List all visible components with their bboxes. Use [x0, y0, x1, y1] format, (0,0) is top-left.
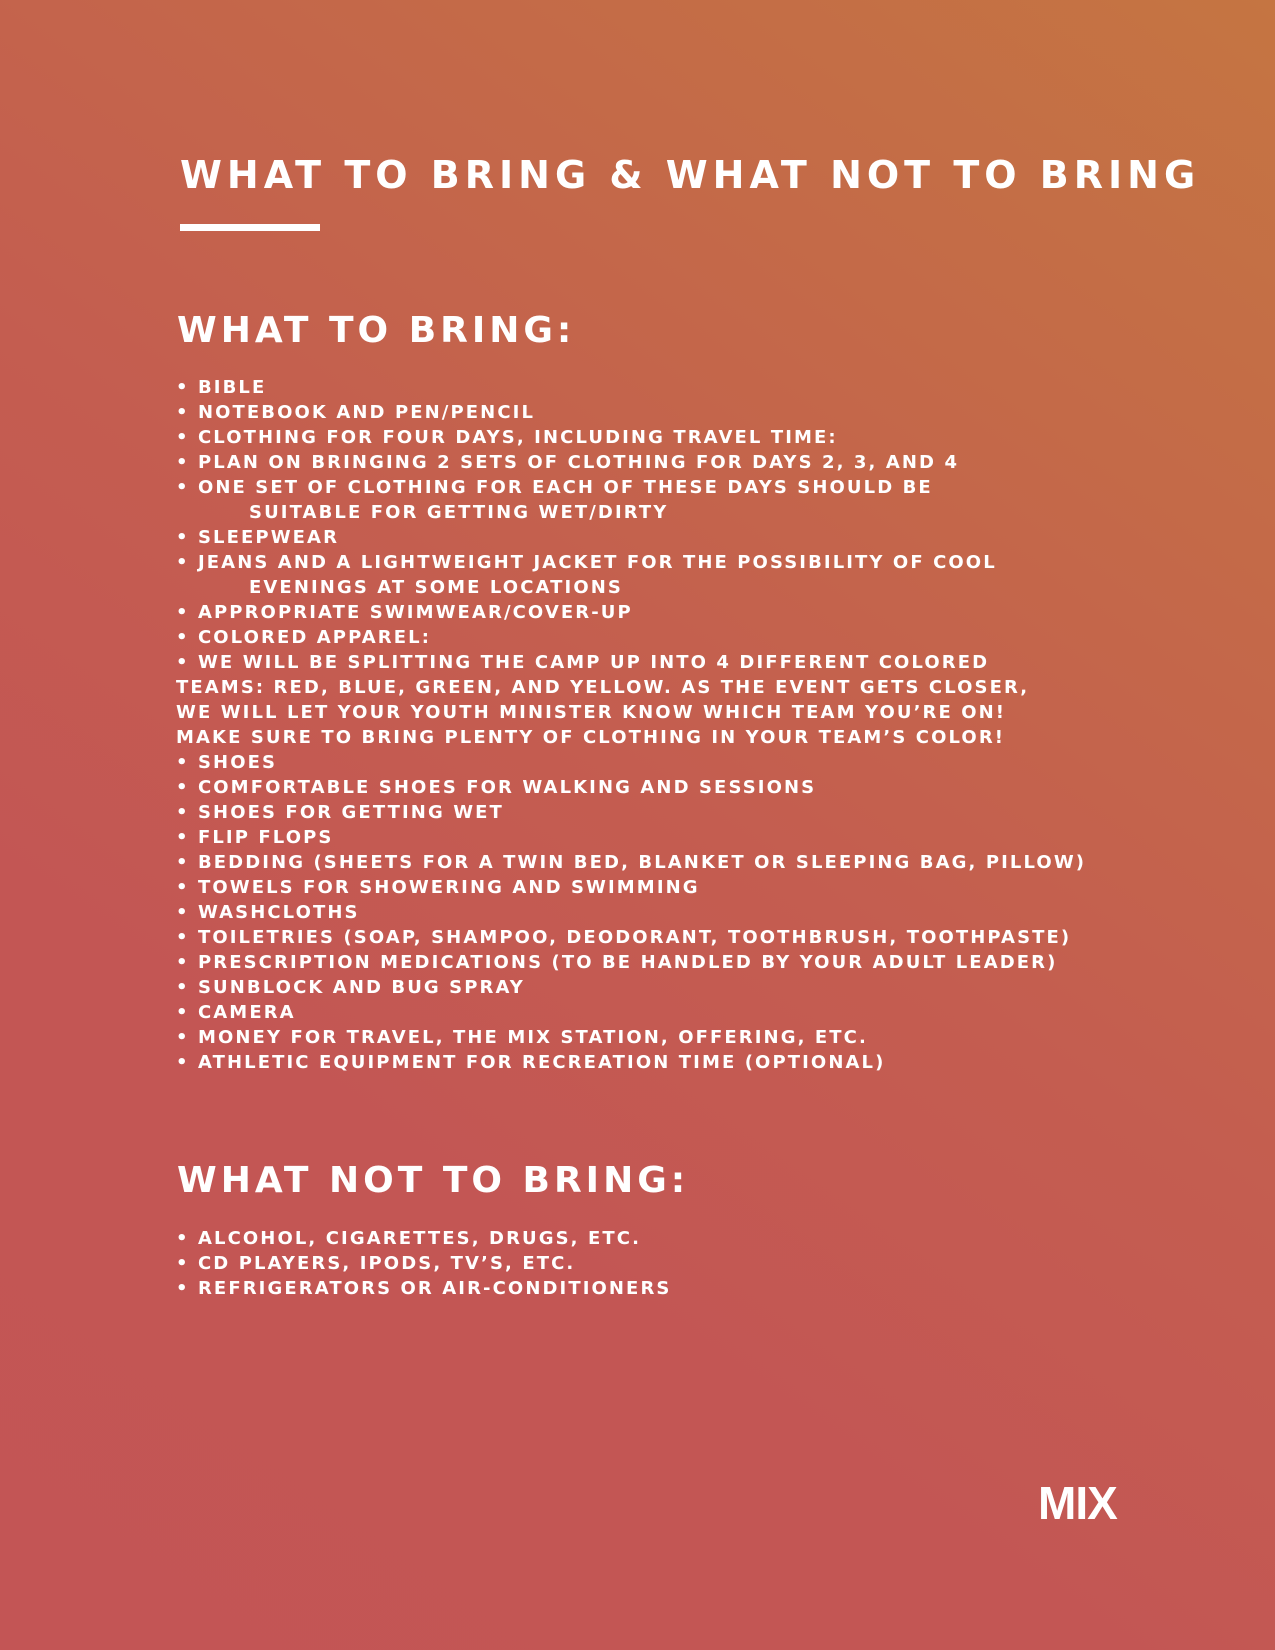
list-item: • BIBLE: [176, 377, 267, 398]
sub-list-item: • WE WILL BE SPLITTING THE CAMP UP INTO 4 DIFFERENT COLORED: [176, 652, 990, 673]
list-item: • CLOTHING FOR FOUR DAYS, INCLUDING TRAVEL TIME:: [176, 427, 838, 448]
what-to-bring-heading: WHAT TO BRING:: [177, 310, 576, 351]
sub-list-item-continued: EVENINGS AT SOME LOCATIONS: [249, 577, 623, 598]
list-item: • SHOES: [176, 752, 278, 773]
what-not-to-bring-heading: WHAT NOT TO BRING:: [177, 1160, 690, 1201]
sub-list-item-continued: MAKE SURE TO BRING PLENTY OF CLOTHING IN YOUR TEAM’S COLOR!: [176, 727, 1006, 748]
mix-logo: MIX: [1038, 1477, 1117, 1529]
sub-list-item-continued: TEAMS: RED, BLUE, GREEN, AND YELLOW. AS THE EVENT GETS CLOSER,: [176, 677, 1030, 698]
list-item: • MONEY FOR TRAVEL, THE MIX STATION, OFFERING, ETC.: [176, 1027, 868, 1048]
list-item: • ATHLETIC EQUIPMENT FOR RECREATION TIME (OPTIONAL): [176, 1052, 886, 1073]
list-item: • TOWELS FOR SHOWERING AND SWIMMING: [176, 877, 700, 898]
sub-list-item: • PLAN ON BRINGING 2 SETS OF CLOTHING FOR DAYS 2, 3, AND 4: [176, 452, 960, 473]
sub-list-item: • SHOES FOR GETTING WET: [176, 802, 504, 823]
page-title: WHAT TO BRING & WHAT NOT TO BRING: [180, 153, 1201, 197]
sub-list-item: • ONE SET OF CLOTHING FOR EACH OF THESE DAYS SHOULD BE: [176, 477, 933, 498]
list-item: • SUNBLOCK AND BUG SPRAY: [176, 977, 525, 998]
sub-list-item: • JEANS AND A LIGHTWEIGHT JACKET FOR THE POSSIBILITY OF COOL: [176, 552, 997, 573]
list-item: • WASHCLOTHS: [176, 902, 360, 923]
what-to-bring-list: [176, 375, 1086, 1075]
title-underline: [180, 224, 320, 231]
list-item: • BEDDING (SHEETS FOR A TWIN BED, BLANKET OR SLEEPING BAG, PILLOW): [176, 852, 1087, 873]
list-item: • PRESCRIPTION MEDICATIONS (TO BE HANDLED BY YOUR ADULT LEADER): [176, 952, 1058, 973]
what-not-to-bring-list: [176, 1226, 671, 1301]
sub-list-item: • FLIP FLOPS: [176, 827, 334, 848]
sub-list-item-continued: WE WILL LET YOUR YOUTH MINISTER KNOW WHICH TEAM YOU’RE ON!: [176, 702, 1007, 723]
list-item: • NOTEBOOK AND PEN/PENCIL: [176, 402, 536, 423]
sub-list-item: • APPROPRIATE SWIMWEAR/COVER-UP: [176, 602, 633, 623]
list-item: • TOILETRIES (SOAP, SHAMPOO, DEODORANT, TOOTHBRUSH, TOOTHPASTE): [176, 927, 1072, 948]
list-item: • CD PLAYERS, IPODS, TV’S, ETC.: [176, 1253, 576, 1274]
sub-list-item: • COMFORTABLE SHOES FOR WALKING AND SESSIONS: [176, 777, 817, 798]
sub-list-item-continued: SUITABLE FOR GETTING WET/DIRTY: [249, 502, 669, 523]
list-item: • CAMERA: [176, 1002, 296, 1023]
list-item: • COLORED APPAREL:: [176, 627, 431, 648]
list-item: • ALCOHOL, CIGARETTES, DRUGS, ETC.: [176, 1228, 642, 1249]
list-item: • REFRIGERATORS OR AIR-CONDITIONERS: [176, 1278, 672, 1299]
sub-list-item: • SLEEPWEAR: [176, 527, 340, 548]
